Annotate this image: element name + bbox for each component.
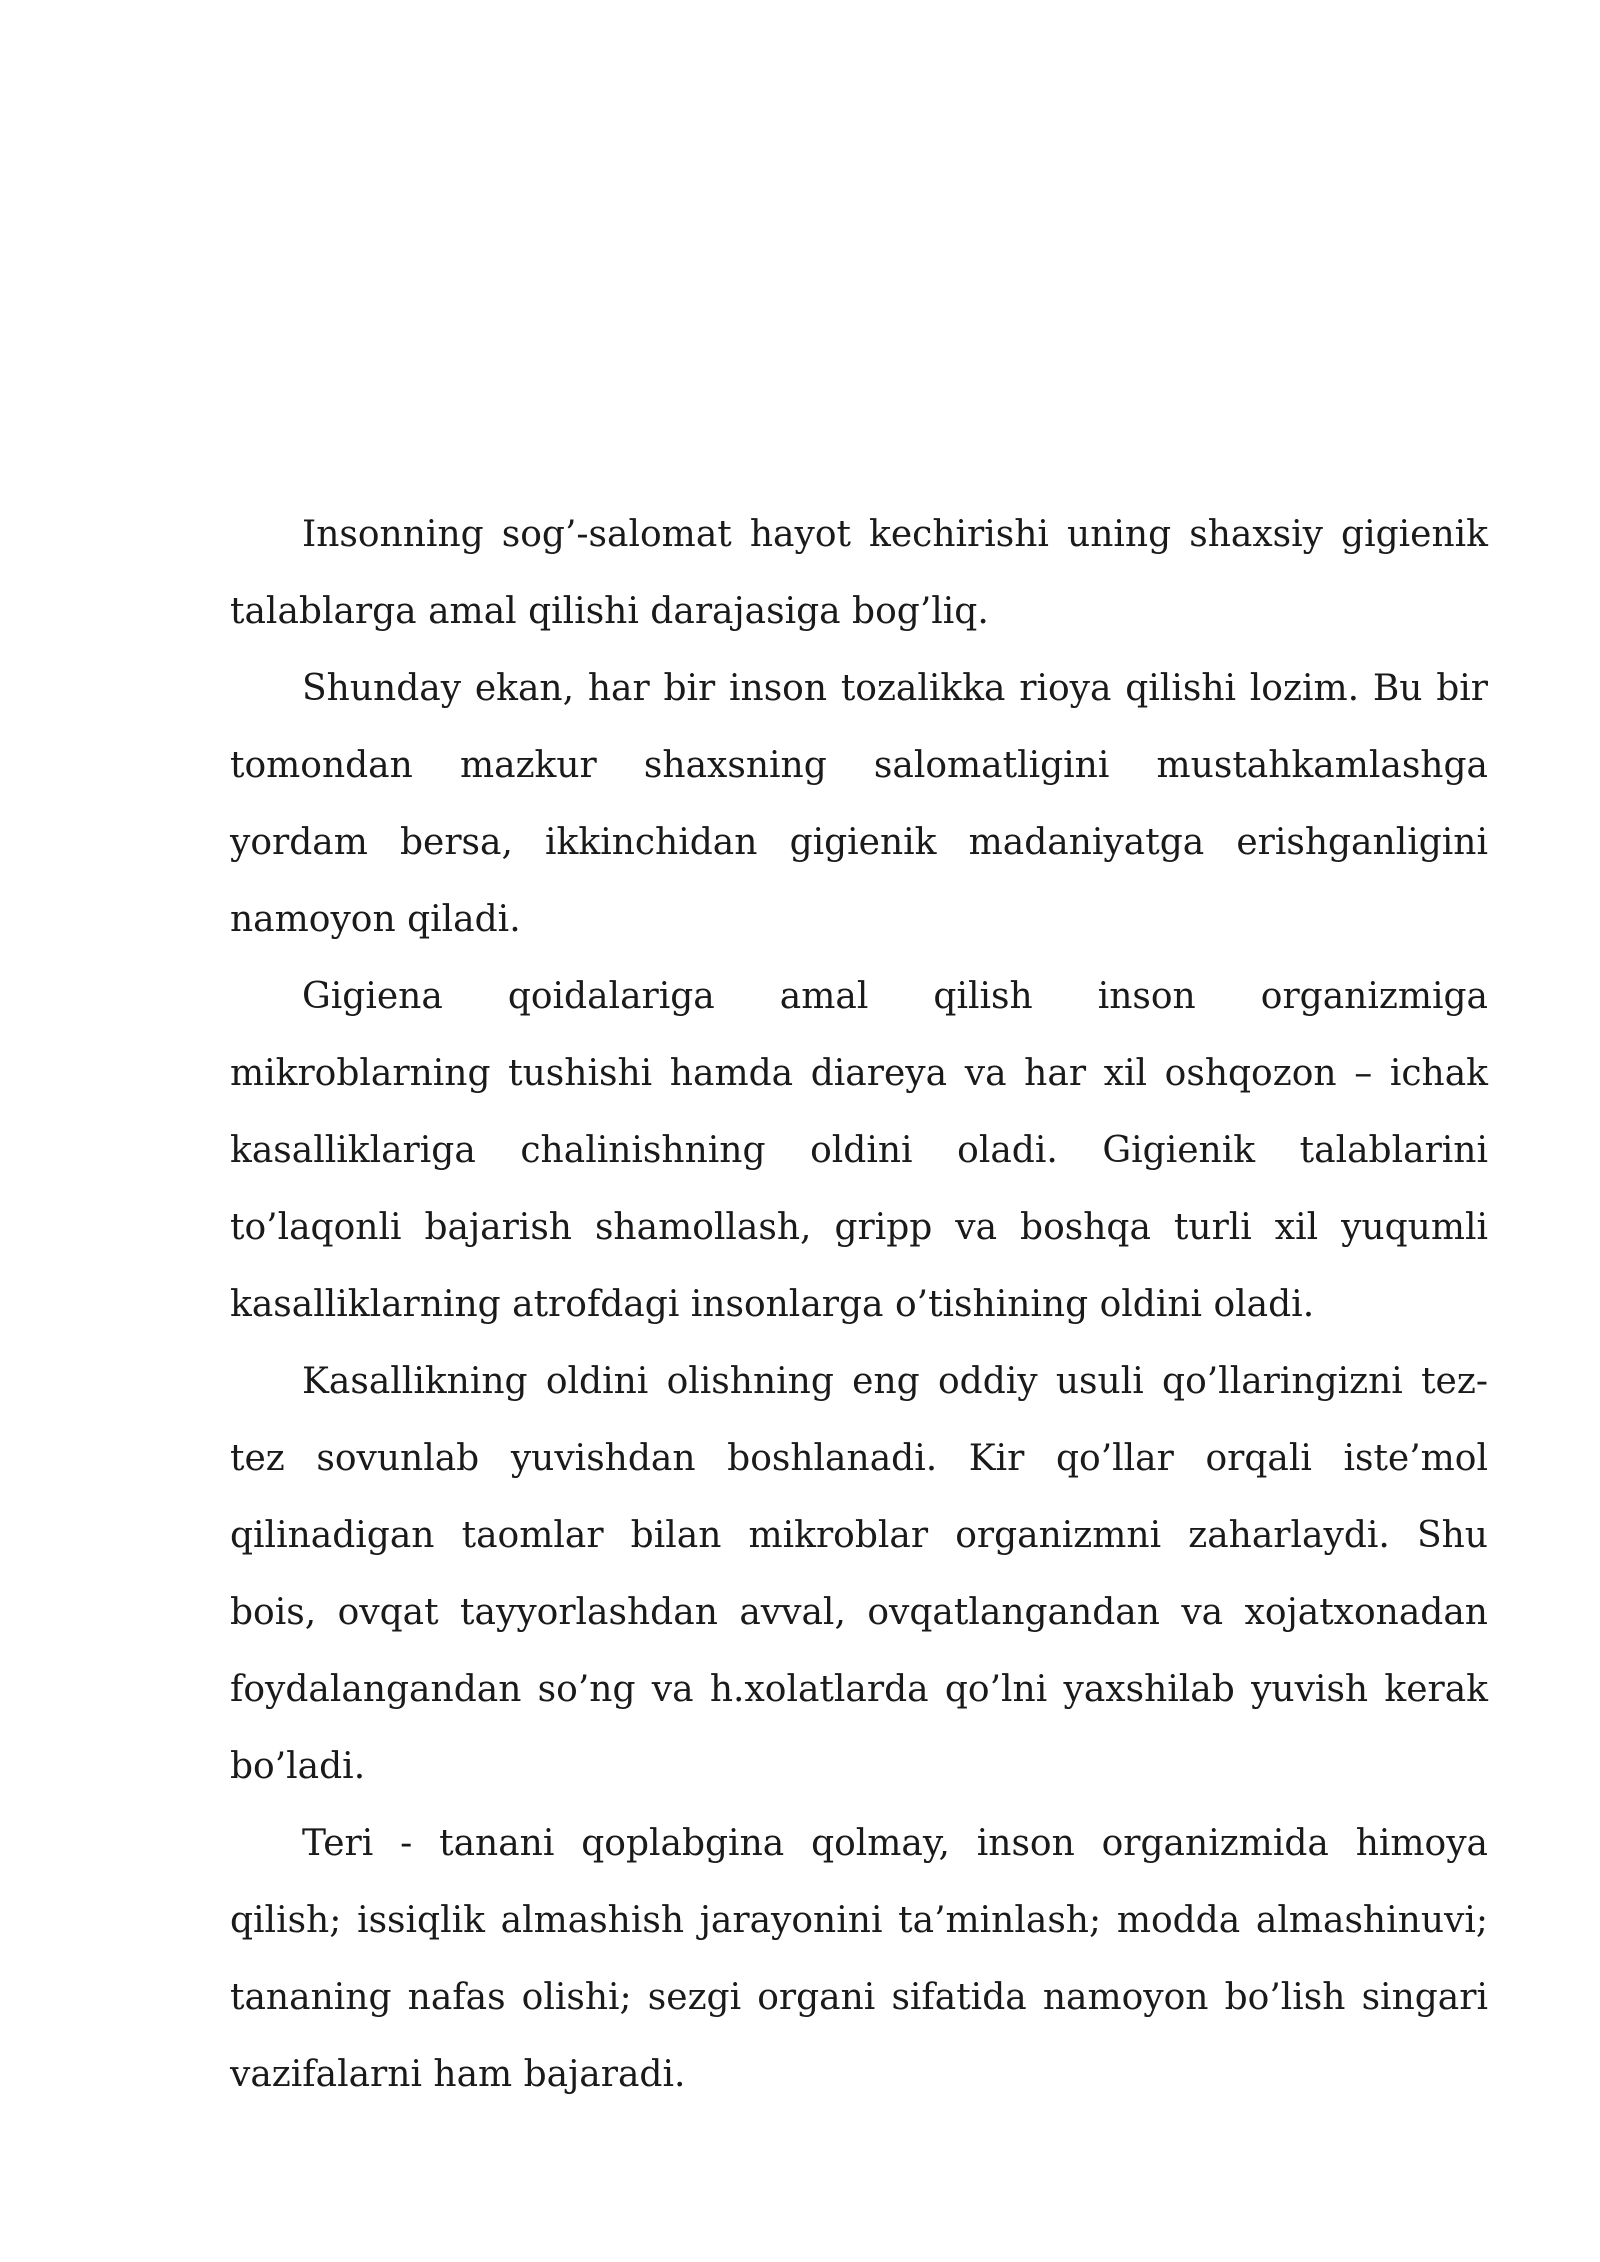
paragraph-4: Kasallikning oldini olishning eng oddiy usuli qo’llaringizni tez-tez sovunlab yuvishdan boshlanadi. Kir qo’llar orqali iste’mol qilinadigan taomlar bilan mikroblar organizmni zaharlaydi. Shu bois, ovqat tayyorlashdan avval, ovqatlangandan va xojatxonadan foydalangandan so’ng va h.xolatlarda qo’lni yaxshilab yuvish kerak bo’ladi. [230, 1361, 1488, 1787]
paragraph-3: Gigiena qoidalariga amal qilish inson organizmiga mikroblarning tushishi hamda diareya va har xil oshqozon – ichak kasalliklariga chalinishning oldini oladi. Gigienik talablarini to’laqonli bajarish shamollash, gripp va boshqa turli xil yuqumli kasalliklarning atrofdagi insonlarga o’tishining oldini oladi. [230, 976, 1488, 1325]
paragraph-5: Teri - tanani qoplabgina qolmay, inson organizmida himoya qilish; issiqlik almashish jarayonini ta’minlash; modda almashinuvi; tananing nafas olishi; sezgi organi sifatida namoyon bo’lish singari vazifalarni ham bajaradi. [230, 1823, 1488, 2095]
paragraph-2: Shunday ekan, har bir inson tozalikka rioya qilishi lozim. Bu bir tomondan mazkur shaxsning salomatligini mustahkamlashga yordam bersa, ikkinchidan gigienik madaniyatga erishganligini namoyon qiladi. [230, 668, 1488, 940]
paragraph-1: Insonning sog’-salomat hayot kechirishi uning shaxsiy gigienik talablarga amal qilishi darajasiga bog’liq. [230, 514, 1488, 632]
document-body [230, 496, 1488, 2113]
